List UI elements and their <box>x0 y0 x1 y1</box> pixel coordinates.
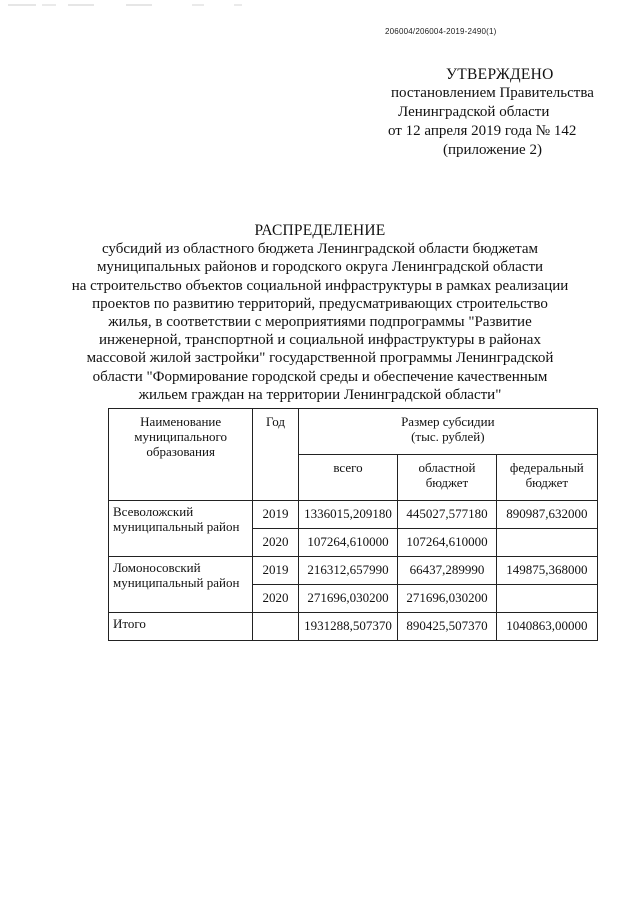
title-line: области "Формирование городской среды и обеспечение качественным <box>92 368 548 385</box>
subsidy-table <box>108 408 598 641</box>
title-line: на строительство объектов социальной инфраструктуры в рамках реализации <box>71 277 569 294</box>
title-heading: РАСПРЕДЕЛЕНИЕ <box>254 222 386 239</box>
regional-cell: 445027,577180 <box>398 501 496 529</box>
table-total-row <box>109 613 598 641</box>
header-total: всего <box>298 455 398 501</box>
approval-line-4: (приложение 2) <box>443 142 542 158</box>
year-cell: 2020 <box>253 585 298 613</box>
municipality-name: Всеволожский муниципальный район <box>109 501 253 557</box>
approval-line-2: Ленинградской области <box>398 104 550 120</box>
header-regional: областной бюджет <box>398 455 496 501</box>
title-line: муниципальных районов и городского округа Ленинградской области <box>96 259 544 276</box>
total-cell: 271696,030200 <box>298 585 398 613</box>
year-cell: 2020 <box>253 529 298 557</box>
federal-cell <box>496 529 597 557</box>
regional-cell: 271696,030200 <box>398 585 496 613</box>
title-line: массовой жилой застройки" государственной программы Ленинградской <box>86 350 554 367</box>
total-cell: 107264,610000 <box>298 529 398 557</box>
federal-cell: 1040863,00000 <box>496 613 597 641</box>
header-subsidy-size <box>298 409 597 455</box>
title-line: жилья, в соответствии с мероприятиями подпрограммы "Развитие <box>108 314 532 331</box>
table-row <box>109 557 598 585</box>
municipality-name: Ломоносовский муниципальный район <box>109 557 253 613</box>
scan-artifact-marks <box>8 2 248 8</box>
total-cell: 1931288,507370 <box>298 613 398 641</box>
table-header-row <box>109 409 598 455</box>
approval-line-3: от 12 апреля 2019 года № 142 <box>388 123 577 139</box>
approval-line-1: постановлением Правительства <box>391 85 594 101</box>
header-size-label: Размер субсидии <box>401 414 495 429</box>
document-id: 206004/206004-2019-2490(1) <box>385 27 497 36</box>
header-federal: федеральный бюджет <box>496 455 597 501</box>
federal-cell <box>496 585 597 613</box>
approval-stamp <box>0 65 640 158</box>
table-row <box>109 501 598 529</box>
header-size-unit: (тыс. рублей) <box>411 429 485 444</box>
approval-heading: УТВЕРЖДЕНО <box>446 66 554 83</box>
regional-cell: 66437,289990 <box>398 557 496 585</box>
title-line: инженерной, транспортной и социальной инфраструктуры в районах <box>99 332 541 349</box>
document-title <box>0 222 640 404</box>
title-line: жильем граждан на территории Ленинградской области" <box>138 386 502 403</box>
regional-cell: 107264,610000 <box>398 529 496 557</box>
total-cell: 216312,657990 <box>298 557 398 585</box>
total-cell: 1336015,209180 <box>298 501 398 529</box>
year-cell: 2019 <box>253 501 298 529</box>
header-name: Наименование муниципального образования <box>109 409 253 501</box>
year-cell <box>253 613 298 641</box>
title-line: субсидий из областного бюджета Ленинградской области бюджетам <box>101 241 539 258</box>
header-year: Год <box>253 409 298 501</box>
federal-cell: 890987,632000 <box>496 501 597 529</box>
federal-cell: 149875,368000 <box>496 557 597 585</box>
title-line: проектов по развитию территорий, предусматривающих строительство <box>92 295 548 312</box>
total-label: Итого <box>109 613 253 641</box>
year-cell: 2019 <box>253 557 298 585</box>
regional-cell: 890425,507370 <box>398 613 496 641</box>
